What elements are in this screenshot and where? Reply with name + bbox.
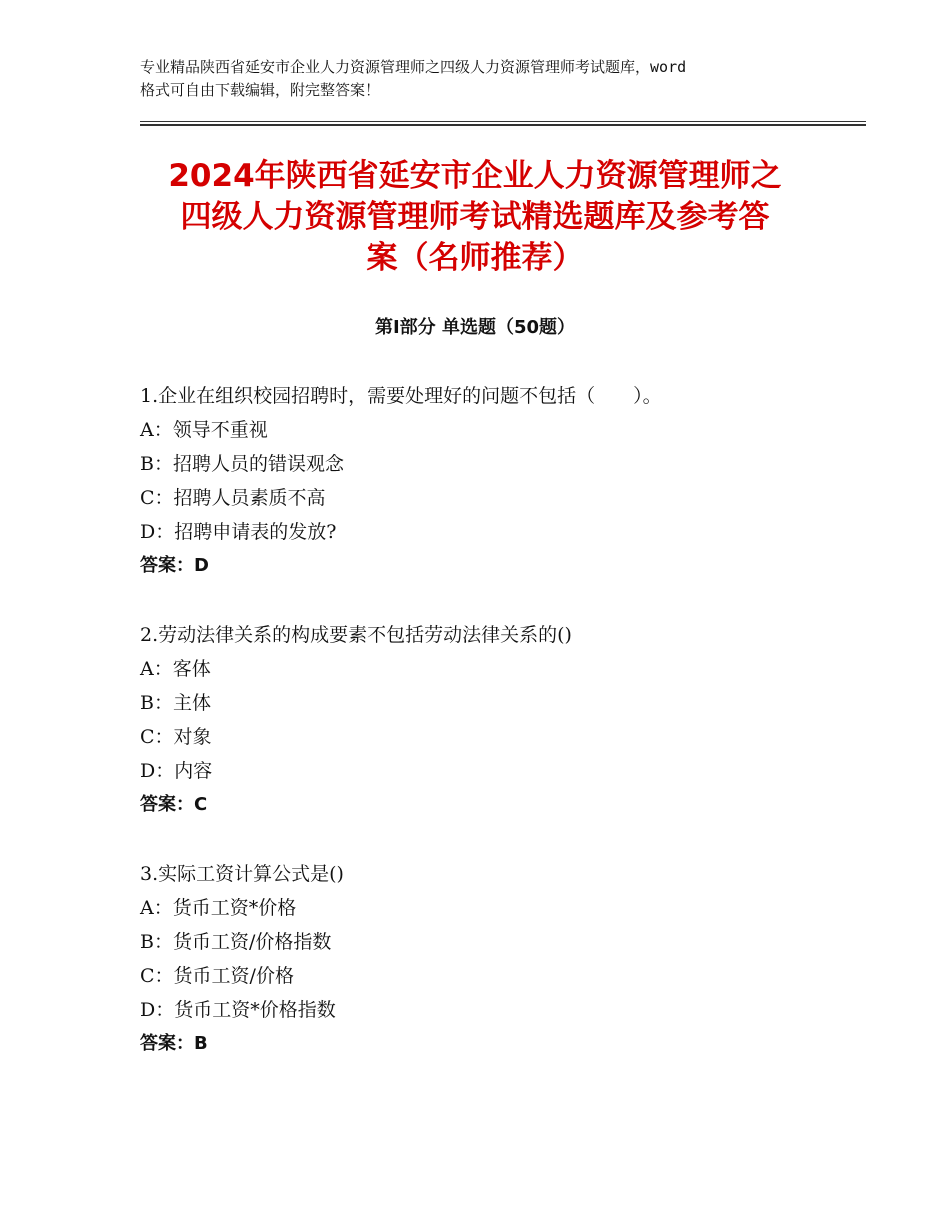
option-b: B：货币工资/价格指数 [140,931,332,953]
document-title-line-2: 四级人力资源管理师考试精选题库及参考答 [180,199,770,235]
header-divider-thick [140,124,866,126]
section-title: 第Ⅰ部分 单选题（50题） [374,317,575,338]
question-3 [140,857,840,1061]
question-2 [140,618,840,822]
question-stem: 1.企业在组织校园招聘时，需要处理好的问题不包括（ ）。 [140,385,662,407]
header-note-line-1: 专业精品陕西省延安市企业人力资源管理师之四级人力资源管理师考试题库，word [140,58,687,76]
option-a: A：领导不重视 [140,419,268,441]
option-a: A：客体 [140,658,211,680]
option-c: C：对象 [140,726,212,748]
answer-line: 答案：D [140,555,209,576]
question-stem: 3.实际工资计算公式是() [140,863,344,885]
document-title-line-1: 2024年陕西省延安市企业人力资源管理师之 [168,158,782,194]
header-note [140,56,820,102]
document-title [140,156,810,279]
question-stem: 2.劳动法律关系的构成要素不包括劳动法律关系的() [140,624,572,646]
option-d: D：招聘申请表的发放? [140,521,337,543]
document-title-line-3: 案（名师推荐） [366,240,584,276]
option-c: C：招聘人员素质不高 [140,487,326,509]
option-b: B：招聘人员的错误观念 [140,453,344,475]
option-b: B：主体 [140,692,211,714]
option-d: D：内容 [140,760,213,782]
header-note-line-2: 格式可自由下载编辑，附完整答案！ [140,81,381,99]
option-a: A：货币工资*价格 [140,897,297,919]
answer-line: 答案：C [140,794,208,815]
option-d: D：货币工资*价格指数 [140,999,336,1021]
answer-line: 答案：B [140,1033,208,1054]
option-c: C：货币工资/价格 [140,965,294,987]
question-1 [140,379,840,583]
header-divider-thin [140,121,866,122]
